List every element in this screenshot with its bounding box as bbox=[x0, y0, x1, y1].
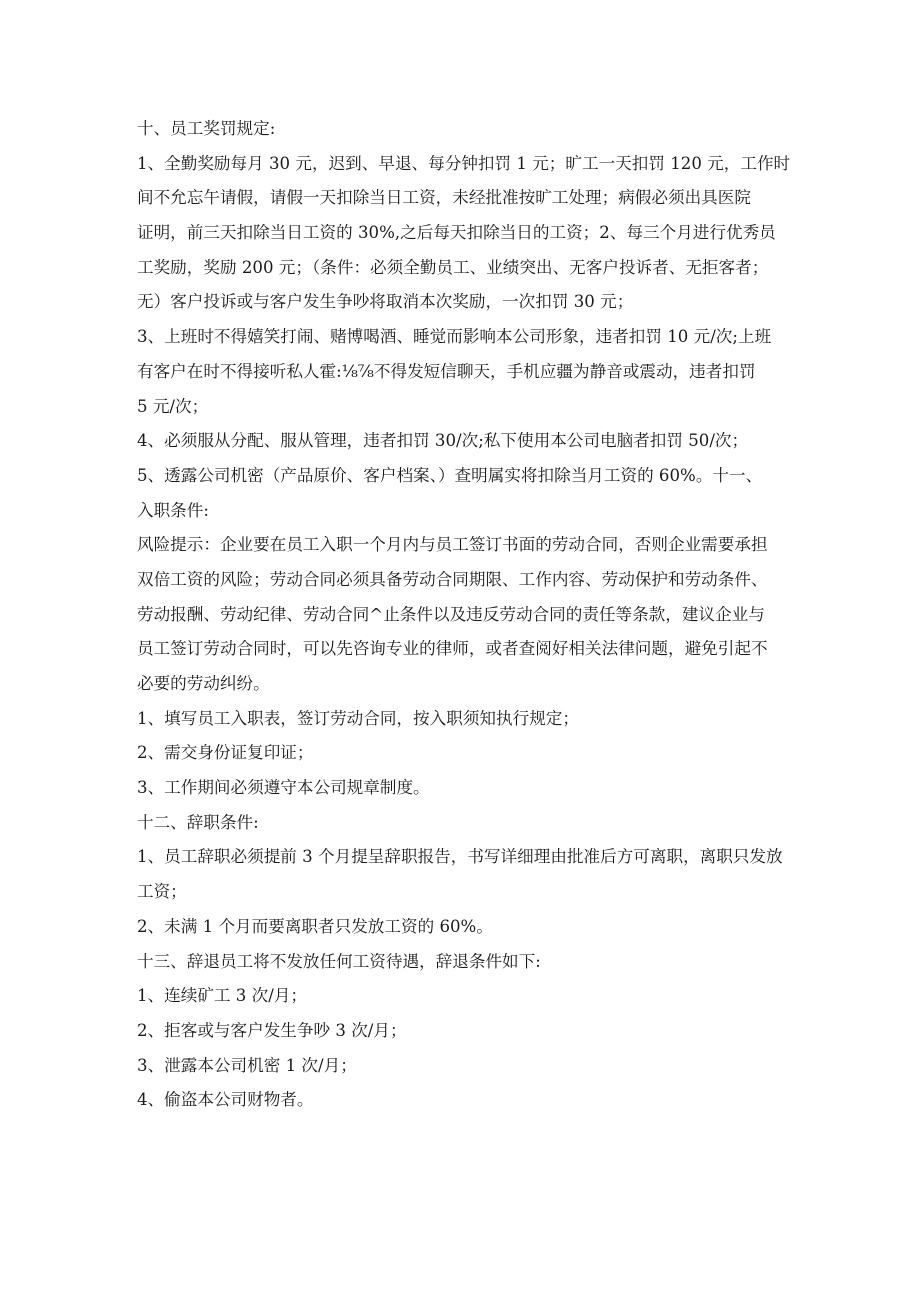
paragraph-line: 有客户在时不得接听私人霍:⅛⅞不得发短信聊天，手机应疆为静音或震动，违者扣罚 bbox=[137, 361, 756, 381]
paragraph-line: 4、必须服从分配、服从管理，违者扣罚 30/次;私下使用本公司电脑者扣罚 50/次； bbox=[137, 431, 749, 451]
section-heading-dismissal: 十三、辞退员工将不发放任何工资待遇，辞退条件如下: bbox=[137, 951, 541, 971]
paragraph-line: 无）客户投诉或与客户发生争吵将取消本次奖励，一次扣罚 30 元； bbox=[137, 292, 634, 312]
risk-notice-line: 双倍工资的风险；劳动合同必须具备劳动合同期限、工作内容、劳动保护和劳动条件、 bbox=[137, 569, 768, 589]
list-item: 2、需交身份证复印证； bbox=[137, 743, 314, 763]
document-body bbox=[137, 112, 791, 1118]
paragraph-line: 间不允忘午请假，请假一天扣除当日工资，未经批准按旷工处理；病假必须出具医院 bbox=[137, 188, 751, 208]
section-heading-rewards: 十、员工奖罚规定: bbox=[137, 119, 276, 138]
paragraph-line: 1、全勤奖励每月 30 元，迟到、早退、每分钟扣罚 1 元；旷工一天扣罚 120 元，工作时 bbox=[137, 153, 791, 173]
paragraph-line: 5 元/次； bbox=[137, 396, 209, 416]
paragraph-line: 3、上班时不得嬉笑打闹、赌博喝酒、睡觉而影响本公司形象，违者扣罚 10 元/次;上班 bbox=[137, 327, 772, 347]
list-item: 1、填写员工入职表，签订劳动合同，按入职须知执行规定； bbox=[137, 708, 579, 728]
list-item: 1、连续矿工 3 次/月； bbox=[137, 986, 308, 1006]
risk-notice-line: 劳动报酬、劳动纪律、劳动合同^止条件以及违反劳动合同的责任等条款，建议企业与 bbox=[137, 604, 765, 624]
list-item: 4、偷盗本公司财物者。 bbox=[137, 1090, 314, 1110]
list-item: 1、员工辞职必须提前 3 个月提呈辞职报告，书写详细理由批准后方可离职，离职只发放 bbox=[137, 847, 783, 867]
list-item: 3、泄露本公司机密 1 次/月； bbox=[137, 1055, 357, 1075]
paragraph-line: 工奖励，奖励 200 元；（条件：必须全勤员工、业绩突出、无客户投诉者、无拒客者； bbox=[137, 257, 769, 277]
list-item: 2、拒客或与客户发生争吵 3 次/月； bbox=[137, 1020, 407, 1040]
risk-notice-line: 风险提示：企业要在员工入职一个月内与员工签订书面的劳动合同，否则企业需要承担 bbox=[137, 535, 768, 555]
list-item: 3、工作期间必须遵守本公司规章制度。 bbox=[137, 778, 430, 798]
section-heading-onboarding: 入职条件: bbox=[137, 500, 209, 520]
list-item: 工资； bbox=[137, 882, 187, 902]
risk-notice-line: 员工签订劳动合同时，可以先咨询专业的律师，或者查阅好相关法律问题，避免引起不 bbox=[137, 639, 768, 659]
paragraph-line: 证明，前三天扣除当日工资的 30%,之后每天扣除当日的工资；2、每三个月进行优秀员 bbox=[137, 223, 776, 243]
risk-notice-line: 必要的劳动纠纷。 bbox=[137, 674, 270, 693]
paragraph-line: 5、透露公司机密（产品原价、客户档案、）查明属实将扣除当月工资的 60%。十一、 bbox=[137, 465, 763, 485]
list-item: 2、未满 1 个月而要离职者只发放工资的 60%。 bbox=[137, 916, 493, 936]
section-heading-resignation: 十二、辞职条件: bbox=[137, 812, 259, 832]
